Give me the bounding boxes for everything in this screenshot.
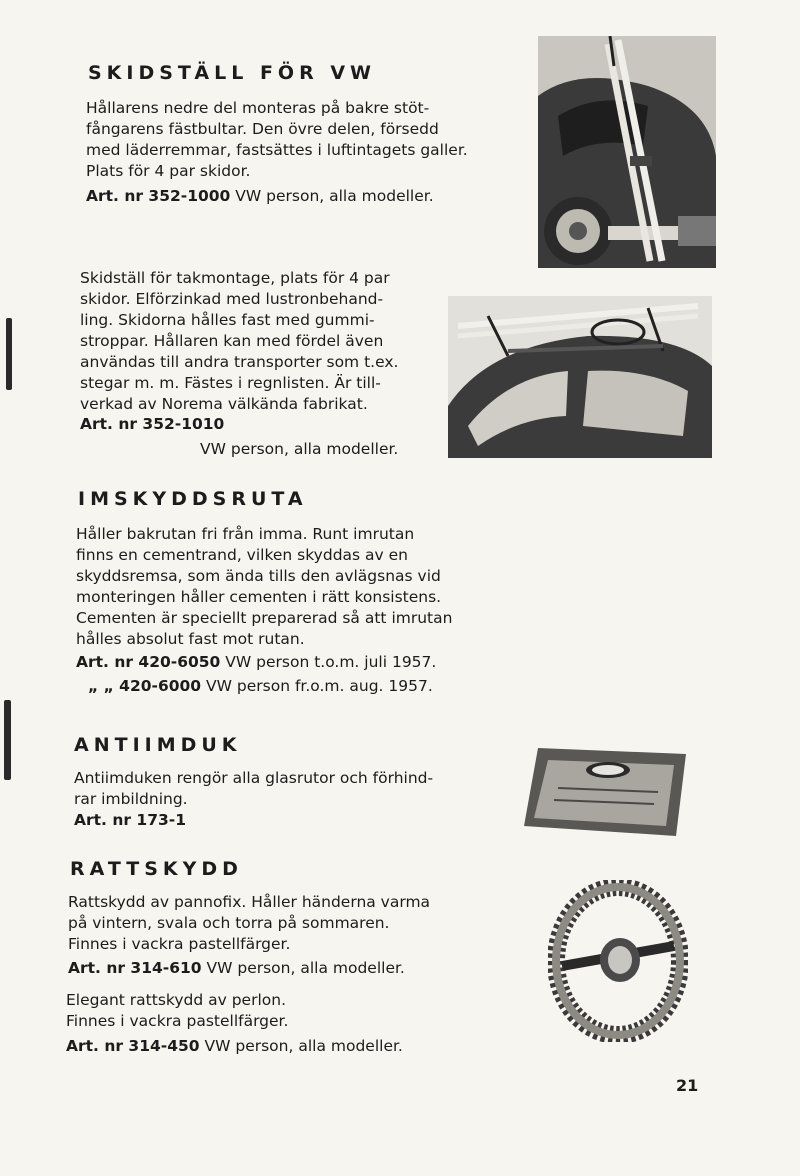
art-352-1010-desc: VW person, alla modeller. [200, 440, 399, 458]
art-description: VW person, alla modeller. [206, 959, 405, 977]
art-number: „ „ 420-6000 [88, 677, 202, 695]
art-description: VW person, alla modeller. [204, 1037, 403, 1055]
binding-mark-bottom [4, 700, 11, 780]
art-352-1010-number [80, 414, 224, 435]
art-420-6000 [88, 676, 433, 697]
art-number: Art. nr 420-6050 [76, 653, 221, 671]
art-number: Art. nr 314-450 [66, 1037, 200, 1055]
text-antiimduk: Antiimduken rengör alla glasrutor och förhind- rar imbildning. [74, 769, 434, 808]
text-imskyddsruta: Håller bakrutan fri från imma. Runt imrutan finns en cementrand, vilken skyddas av en skyddsremsa, som ända tills den avlägsnas vid monteringen håller cementen i rätt konsistens. Cementen är speciellt preparerad så att imrutan hålles absolut fast mot rutan. [76, 525, 453, 648]
art-173-1 [74, 810, 186, 831]
heading-imskyddsruta: IMSKYDDSRUTA [78, 488, 308, 510]
art-description: VW person t.o.m. juli 1957. [225, 653, 437, 671]
binding-mark-top [6, 318, 12, 390]
heading-rattskydd: RATTSKYDD [70, 858, 243, 880]
art-description: VW person fr.o.m. aug. 1957. [206, 677, 433, 695]
art-number: Art. nr 173-1 [74, 811, 186, 829]
text-rattskydd-perlon: Elegant rattskydd av perlon. Finnes i vackra pastellfärger. [66, 991, 289, 1030]
art-description: VW person, alla modeller. [235, 187, 434, 205]
art-420-6050 [76, 652, 436, 673]
page-number: 21 [676, 1076, 699, 1095]
art-352-1000 [86, 186, 434, 207]
heading-skidstall: SKIDSTÄLL FÖR VW [88, 62, 376, 84]
text-takmontage: Skidställ för takmontage, plats för 4 par skidor. Elförzinkad med lustronbehand- ling. Skidorna hålles fast med gummi- stroppar. Hållaren kan med fördel även användas till andra transporter som t.ex. stegar m. m. Fästes i regnlisten. Är till- verkad av Norema välkända fabrikat. [80, 269, 399, 413]
photo-steering-wheel-cover [548, 880, 688, 1042]
photo-antiimduk-package [518, 740, 698, 840]
art-number: Art. nr 352-1010 [80, 415, 225, 433]
photo-vw-rear-ski-rack [538, 36, 716, 268]
text-skidstall: Hållarens nedre del monteras på bakre stöt- fångarens fästbultar. Den övre delen, försedd med läderremmar, fastsättes i luftintagets galler. Plats för 4 par skidor. [86, 99, 468, 180]
heading-antiimduk: ANTIIMDUK [74, 734, 242, 756]
art-number: Art. nr 314-610 [68, 959, 202, 977]
art-314-450 [66, 1036, 403, 1057]
art-314-610 [68, 958, 405, 979]
photo-vw-roof-ski-rack [448, 296, 712, 458]
text-rattskydd: Rattskydd av pannofix. Håller händerna varma på vintern, svala och torra på sommaren. Finnes i vackra pastellfärger. [68, 893, 431, 953]
art-number: Art. nr 352-1000 [86, 187, 231, 205]
